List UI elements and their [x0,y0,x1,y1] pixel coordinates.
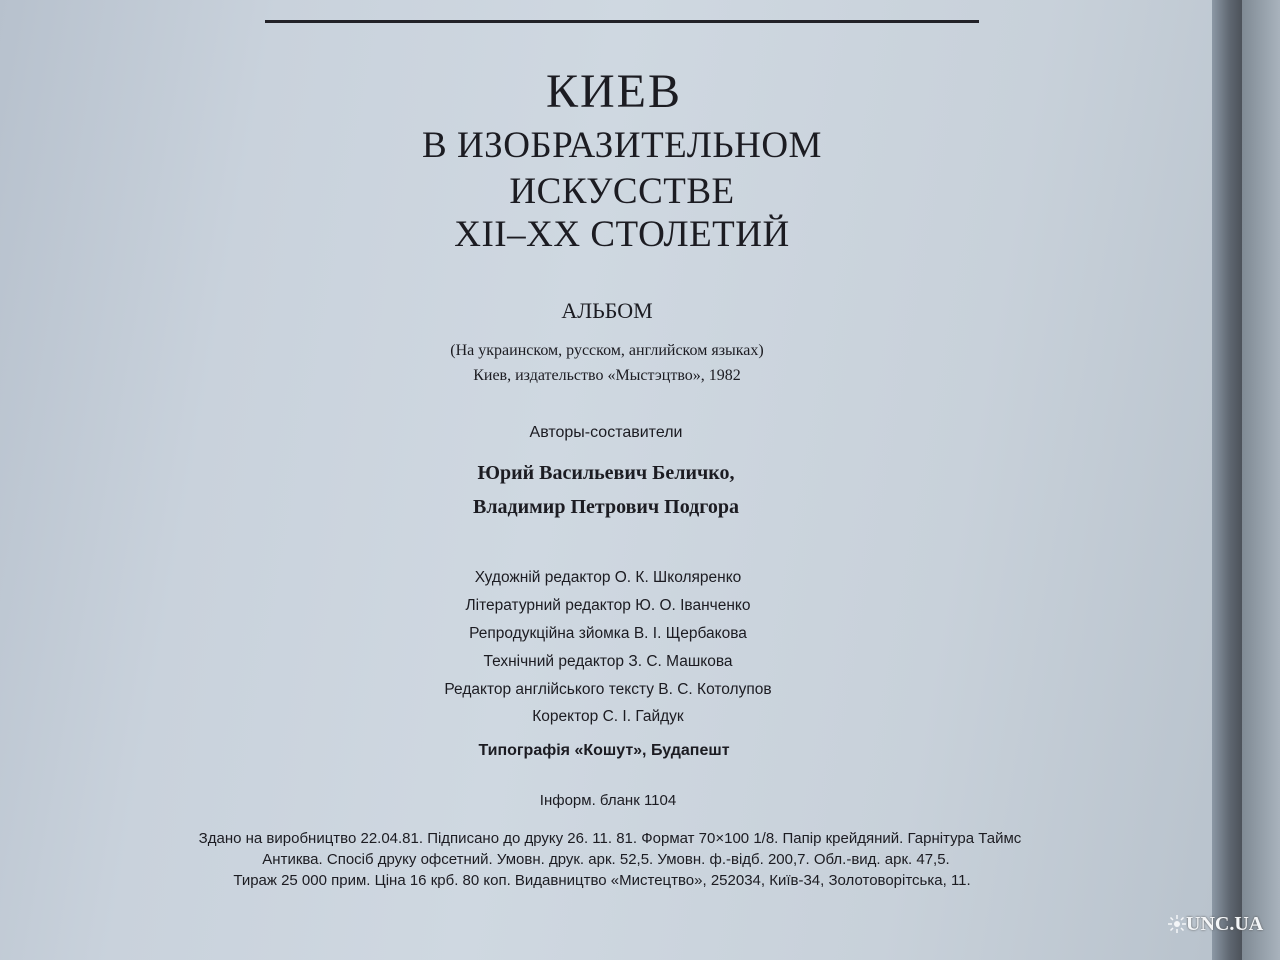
authors-label: Авторы-составители [529,424,683,441]
author-name: Владимир Петрович Подгора [472,496,739,518]
sun-icon [1168,915,1186,933]
book-edge [1242,0,1280,960]
imprint-line: Здано на виробництво 22.04.81. Підписано до друку 26. 11. 81. Формат 70×100 1/8. Папір крейдяний. Гарнітура Таймс [198,830,1022,847]
title-line-2: В ИЗОБРАЗИТЕЛЬНОМ [422,125,822,166]
inform-number: Інформ. бланк 1104 [539,792,677,809]
author-name: Юрий Васильевич Беличко, [477,462,735,484]
subtitle: АЛЬБОМ [561,298,653,323]
imprint-line: Тираж 25 000 прим. Ціна 16 крб. 80 коп. Видавництво «Мистецтво», 252034, Київ-34, Золотоворітська, 11. [233,872,971,889]
title-line-3: ИСКУССТВЕ [509,171,735,212]
credit-line: Коректор С. І. Гайдук [532,708,684,725]
credit-line: Літературний редактор Ю. О. Іванченко [465,597,751,614]
title-line-1: КИЕВ [545,65,682,118]
credit-line: Репродукційна зйомка В. І. Щербакова [469,625,747,642]
printer-line: Типографія «Кошут», Будапешт [478,742,730,759]
top-rule [265,20,979,23]
book-spine-shadow [1212,0,1242,960]
credit-line: Художній редактор О. К. Школяренко [474,569,742,586]
title-line-4: XII–XX СТОЛЕТИЙ [454,214,790,255]
credit-line: Технічний редактор З. С. Машкова [483,653,733,670]
watermark [1168,913,1272,937]
credit-line: Редактор англійського тексту В. С. Котолупов [444,681,772,698]
watermark-text: UNC.UA [1186,913,1264,935]
imprint-line: Антиква. Спосіб друку офсетний. Умовн. друк. арк. 52,5. Умовн. ф.-відб. 200,7. Обл.-вид. арк. 47,5. [262,851,950,868]
languages-note: (На украинском, русском, английском языках) [450,342,764,359]
publisher-line: Киев, издательство «Мыстэцтво», 1982 [473,367,741,384]
